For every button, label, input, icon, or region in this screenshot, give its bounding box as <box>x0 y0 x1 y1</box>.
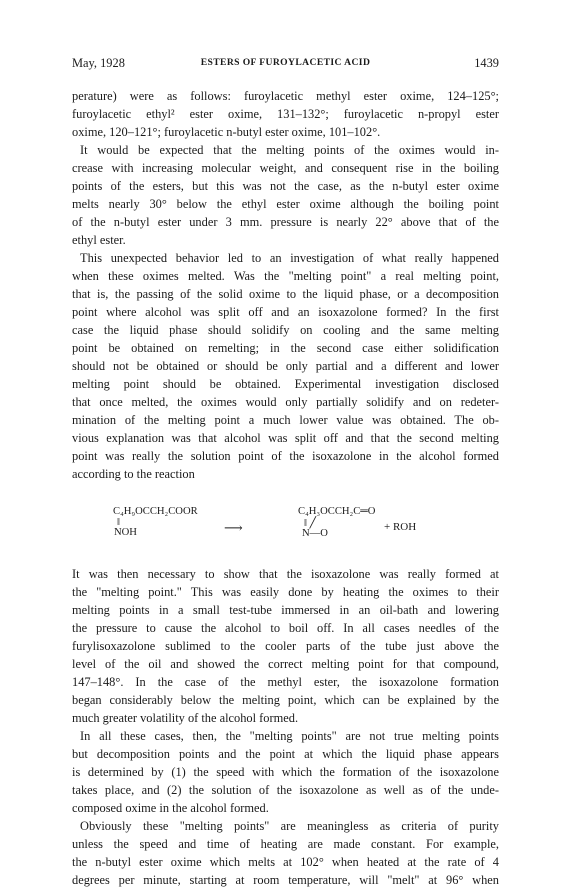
text-line: the n-butyl ester oxime which melts at 102° when heated at the rate of 4 <box>72 855 499 869</box>
text-line: that once melted, the oximes would only partially solidify and on redeter- <box>72 395 499 409</box>
reaction-equation <box>72 506 499 556</box>
product-bonds: ‖ ╱ <box>304 518 317 529</box>
text-line: melting points in a small test-tube immersed in an oil-bath and lowering <box>72 603 499 617</box>
text-line: much greater volatility of the alcohol formed. <box>72 711 299 725</box>
text-line: according to the reaction <box>72 467 195 481</box>
text-line: degrees per minute, starting at room temperature, will "melt" at 96° when <box>72 873 499 887</box>
text-line: In all these cases, then, the "melting points" are not true melting points <box>80 729 499 743</box>
text-line: points of the esters, but this was not the case, as the n-butyl ester oxime <box>72 179 499 193</box>
text-line: of the n-butyl ester under 3 mm. pressure is nearly 22° above that of the <box>72 215 499 229</box>
text-line: melting point should be obtained. Experimental investigation disclosed <box>72 377 499 391</box>
reaction-arrow: ⟶ <box>224 520 243 535</box>
text-line: It would be expected that the melting points of the oximes would in- <box>80 143 499 157</box>
text-line: case the liquid phase should solidify on cooling and the same melting <box>72 323 499 337</box>
reactant-oxime-group: NOH <box>114 527 137 538</box>
text-line: oxime, 120–121°; furoylacetic n-butyl ester oxime, 101–102°. <box>72 125 381 139</box>
text-line: This unexpected behavior led to an investigation of what really happened <box>80 251 499 265</box>
text-line: began considerably below the melting point, which can be explained by the <box>72 693 499 707</box>
text-line: composed oxime in the alcohol formed. <box>72 801 269 815</box>
text-line: but decomposition points and the point at which the liquid phase appears <box>72 747 499 761</box>
reactant-formula: C₄H₉OCCH₂COOR <box>113 506 198 517</box>
text-line: It was then necessary to show that the isoxazolone was really formed at <box>72 567 499 581</box>
text-line: furylisoxazolone sublimed to the cooler parts of the tube just above the <box>72 639 499 653</box>
text-line: is determined by (1) the speed with which the formation of the isoxazolone <box>72 765 499 779</box>
text-line: point was really the solution point of the isoxazolone in the alcohol formed <box>72 449 499 463</box>
page-number: 1439 <box>474 56 499 70</box>
text-line: Obviously these "melting points" are meaningless as criteria of purity <box>80 819 499 833</box>
text-line: ethyl ester. <box>72 233 126 247</box>
body-text-lower <box>72 565 499 889</box>
text-line: mination of the melting point a much lower value was obtained. The ob- <box>72 413 499 427</box>
running-header <box>72 56 499 74</box>
text-line: when these oximes melted. Was the "melting point" a real melting point, <box>72 269 499 283</box>
text-line: the "melting point." This was easily done by heating the oximes to their <box>72 585 499 599</box>
text-line: furoylacetic ethyl² ester oxime, 131–132°; furoylacetic n-propyl ester <box>72 107 499 121</box>
byproduct: + ROH <box>384 521 417 533</box>
header-date: May, 1928 <box>72 56 125 70</box>
text-line: crease with increasing molecular weight, and consequent rise in the boiling <box>72 161 499 175</box>
text-line: the pressure to cause the alcohol to boil off. In all cases needles of the <box>72 621 499 635</box>
text-line: melts nearly 30° below the ethyl ester oxime although the boiling point <box>72 197 499 211</box>
text-line: perature) were as follows: furoylacetic methyl ester oxime, 124–125°; <box>72 89 499 103</box>
text-line: point where alcohol was split off and an isoxazolone formed? In the first <box>72 305 499 319</box>
text-line: unless the speed and time of heating are made constant. For example, <box>72 837 499 851</box>
reactant-double-bond: ‖ <box>117 517 120 528</box>
text-line: level of the oil and showed the correct melting point for that compound, <box>72 657 499 671</box>
product-ring: N—O <box>302 528 328 539</box>
header-title: ESTERS OF FUROYLACETIC ACID <box>200 57 371 68</box>
text-line: 147–148°. In the case of the methyl ester, the isoxazolone formation <box>72 675 499 689</box>
text-line: should not be obtained or should be only partial and a different and lower <box>72 359 499 373</box>
text-line: vious explanation was that alcohol was split off and that the second melting <box>72 431 499 445</box>
product-formula: C₄H₃OCCH₂C═O <box>298 506 376 517</box>
text-line: takes place, and (2) the solution of the isoxazolone as well as of the unde- <box>72 783 499 797</box>
text-line: point be obtained on remelting; in the second case either solidification <box>72 341 499 355</box>
text-line: that is, the passing of the solid oxime to the liquid phase, or a decomposition <box>72 287 499 301</box>
body-text-upper <box>72 87 499 483</box>
